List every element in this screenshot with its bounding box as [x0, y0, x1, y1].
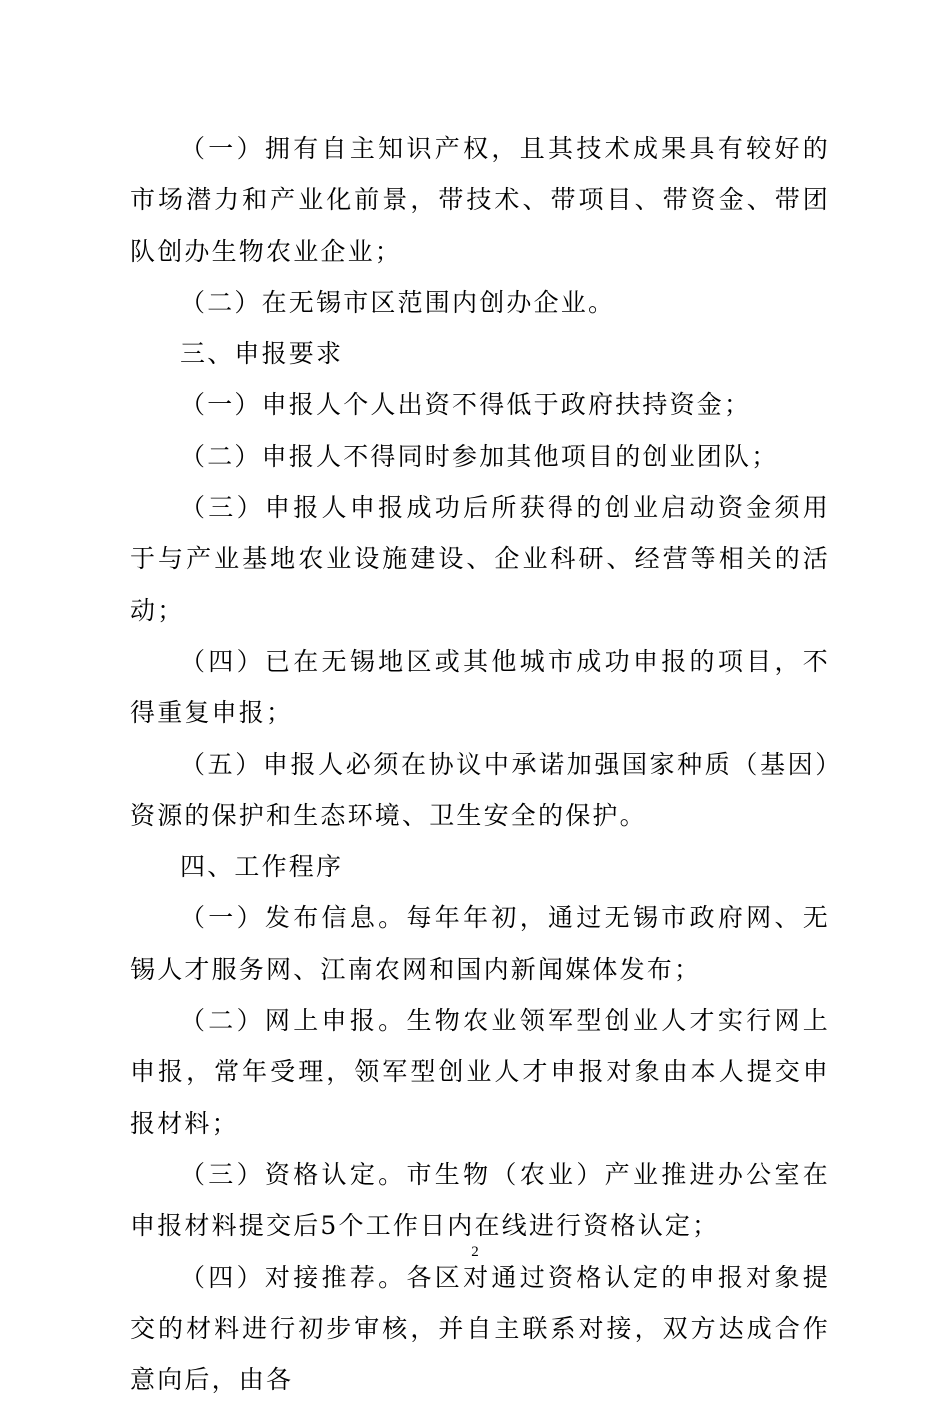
- paragraph-criterion-2: （二）在无锡市区范围内创办企业。: [180, 287, 616, 317]
- section-heading-requirements: 三、申报要求: [180, 339, 344, 369]
- paragraph-criterion-1: （一）拥有自主知识产权，且其技术成果具有较好的市场潜力和产业化前景，带技术、带项目、带资金、带团队创办生物农业企业；: [130, 134, 830, 266]
- paragraph-requirement-3: （三）申报人申报成功后所获得的创业启动资金须用于与产业基地农业设施建设、企业科研、经营等相关的活动；: [130, 493, 830, 625]
- paragraph-procedure-3: （三）资格认定。市生物（农业）产业推进办公室在申报材料提交后5个工作日内在线进行资格认定；: [130, 1159, 830, 1241]
- section-heading-procedure: 四、工作程序: [180, 852, 344, 882]
- paragraph-procedure-1: （一）发布信息。每年年初，通过无锡市政府网、无锡人才服务网、江南农网和国内新闻媒体发布；: [130, 903, 830, 984]
- paragraph-procedure-4: （四）对接推荐。各区对通过资格认定的申报对象提交的材料进行初步审核，并自主联系对接，双方达成合作意向后，由各: [130, 1262, 830, 1395]
- body-text: [130, 123, 830, 1405]
- paragraph-procedure-2: （二）网上申报。生物农业领军型创业人才实行网上申报，常年受理，领军型创业人才申报对象由本人提交申报材料；: [130, 1006, 830, 1138]
- paragraph-requirement-5: （五）申报人必须在协议中承诺加强国家种质（基因）资源的保护和生态环境、卫生安全的保护。: [130, 749, 830, 830]
- paragraph-requirement-1: （一）申报人个人出资不得低于政府扶持资金；: [180, 390, 752, 420]
- paragraph-requirement-4: （四）已在无锡地区或其他城市成功申报的项目，不得重复申报；: [130, 646, 830, 728]
- page-number: 2: [471, 1244, 479, 1260]
- paragraph-requirement-2: （二）申报人不得同时参加其他项目的创业团队；: [180, 441, 779, 471]
